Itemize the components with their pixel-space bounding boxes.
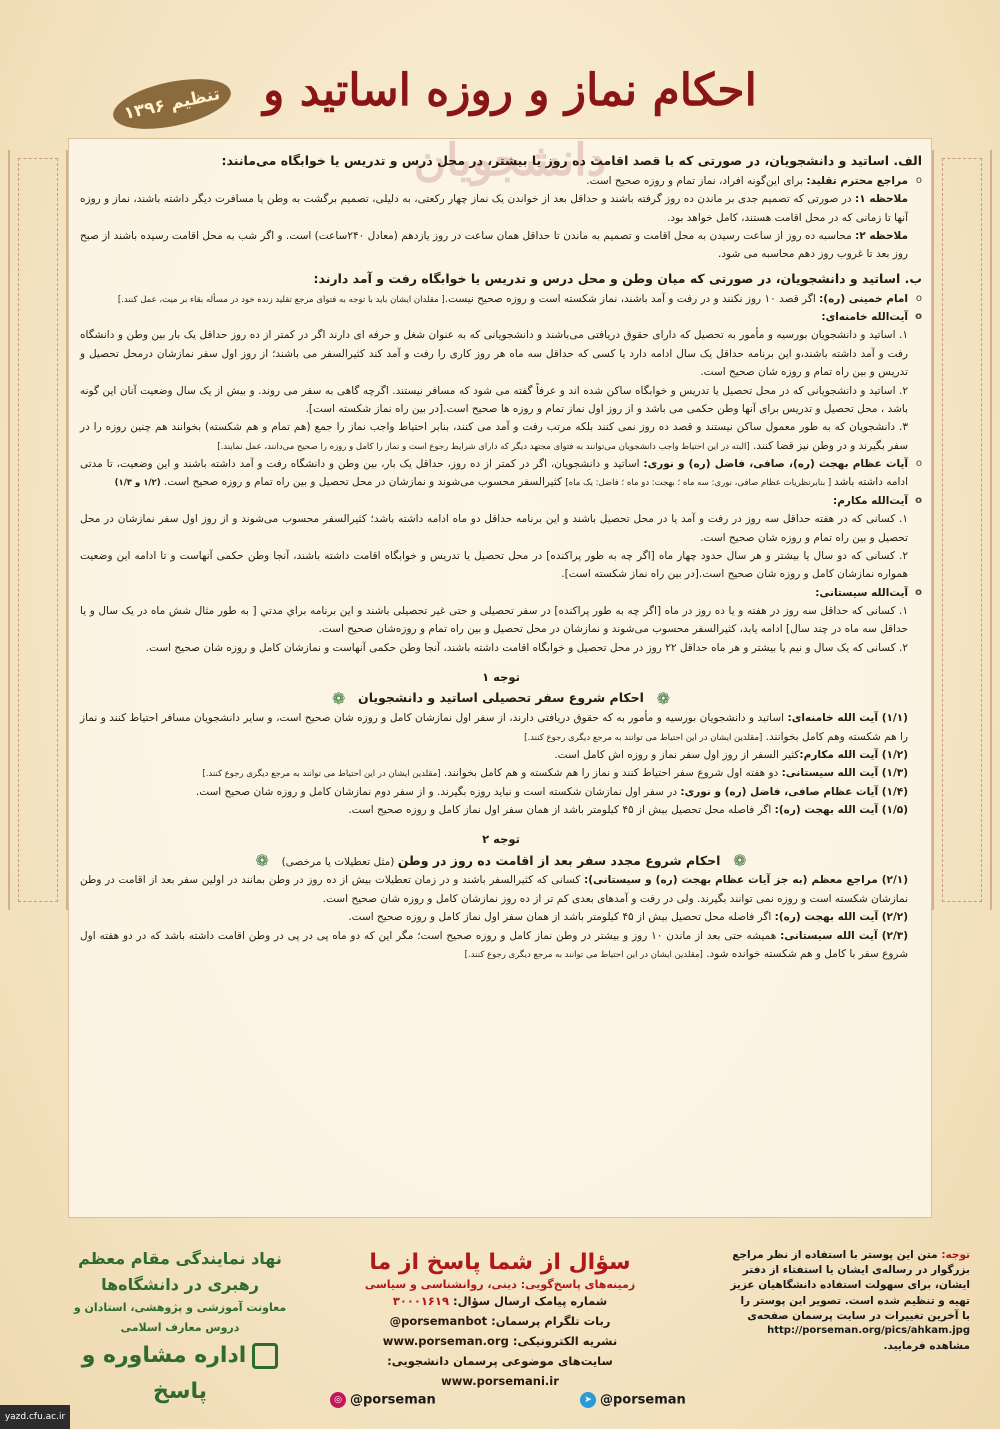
telegram-icon: ➤ xyxy=(580,1392,596,1408)
telegram-link[interactable] xyxy=(580,1392,686,1408)
label: (۲/۲) آیت الله بهجت (ره): xyxy=(774,911,908,924)
text: ۳. دانشجویان که به طور معمول ساکن نیستند و قصد ده روز نمی کنند بلکه مرتب رفت و آمد می کنند، بنابر احتیاط واجب نماز را جمع (هم تمام و هم شکسته) بخوانند هم چنین روزه را در سفر بگیرند و در وطن نیز قضا کنند. xyxy=(80,421,908,452)
sites-label: سایت‌های موضوعی پرسمان دانشجویی: xyxy=(387,1354,613,1368)
sistani-1: ۱. کسانی که حداقل سه روز در هفته و یا ده روز در ماه [اگر چه به طور پراکنده] در سفر تحصیلی و حتی غیر تحصیلی باشند و این برنامه براي مدتي [ به طور مثال شش ماه در یک سال و یا حداقل سه ماه در چند سال] ادامه یابد، کثیرالسفر محسوب می‌شوند و نمازشان در محل تحصیل و بین راه تمام و روزه‌شان صحیح است. xyxy=(80,605,908,636)
label: مراجع محترم تقلید: xyxy=(806,174,908,187)
left-border-ornament xyxy=(8,150,68,910)
text: اساتید و دانشجویان بورسیه و مأمور به که حقوق دریافتی دارند، از سفر اول نمازشان کامل و روزه شان صحیح است، و سایر دانشجویان مسافر احتیاط کنند و نماز را هم شکسته وهم کامل بخوانند. xyxy=(80,712,908,743)
org-logo-icon xyxy=(252,1343,278,1369)
footer-disclaimer xyxy=(730,1248,970,1354)
note-2-subtitle-small: (مثل تعطیلات یا مرخصی) xyxy=(281,855,398,868)
right-border-ornament xyxy=(932,150,992,910)
sms-number[interactable]: ۳۰۰۰۱۶۱۹ xyxy=(392,1294,449,1308)
note-1-subtitle-row xyxy=(80,687,922,709)
khomeini-item xyxy=(80,290,922,308)
makarem-label: o آیت‌الله مکارم: xyxy=(80,492,922,510)
label: (۲/۳) آیت الله سیستانی: xyxy=(780,929,908,942)
flower-ornament-icon: ❁ xyxy=(331,688,346,708)
flower-ornament-icon: ❁ xyxy=(733,851,747,870)
section-a-note-2 xyxy=(80,227,922,264)
label: (۱/۱) آیت الله خامنه‌ای: xyxy=(787,712,908,725)
label: (۲/۱) مراجع معظم (به جز آیات عظام بهجت (ره) و سیستانی): xyxy=(584,874,908,887)
note-2-rule xyxy=(80,927,922,964)
watermark: yazd.cfu.ac.ir xyxy=(0,1405,70,1429)
disclaimer-lead: توجه: xyxy=(941,1249,970,1261)
poster-title: احکام نماز و روزه اساتید و xyxy=(263,65,757,116)
section-b-heading: ب. اساتید و دانشجویان، در صورتی که میان وطن و محل درس و تدریس یا خوابگاه رفت و آمد دارند: xyxy=(313,270,922,286)
makarem-1: ۱. کسانی که در هفته حداقل سه روز در رفت و آمد یا در محل تحصیل باشند و این برنامه حداقل دو ماه ادامه داشته باشد؛ کثیرالسفر محسوب می‌شوند و از روز اول سفر نمازشان در محل تحصیل و بین راه تمام و روزه شان صحیح است. xyxy=(80,513,908,544)
sistani-2: ۲. کسانی که یک سال و نیم یا بیشتر و هر ماه حداقل ۲۲ روز در محل تحصیل و خوابگاه اقامت داشته باشند، آنجا وطن حکمی آنهاست و نمازشان کامل و روزه شان صحیح است. xyxy=(145,641,908,654)
org-line-1: نهاد نمایندگی مقام معظم رهبری در دانشگاه‌ها xyxy=(78,1249,282,1294)
contact-slogan: سؤال از شما پاسخ از ما xyxy=(369,1250,631,1275)
footer-contact xyxy=(330,1248,670,1391)
disclaimer-text: متن این پوستر با استفاده از نظر مراجع بزرگوار در رساله‌ی ایشان یا استفتاء از دفتر ایشان، برای سهولت استفاده دانشگاهیان عزیز تهیه و تنظیم شده است. تصویر این پوستر را با آخرین تغییرات در سایت پرسمان صفحه‌ی xyxy=(730,1249,970,1322)
bot-handle-link[interactable]: @porsemanbot xyxy=(389,1314,488,1328)
makarem-2: ۲. کسانی که دو سال یا بیشتر و هر سال حدود چهار ماه [اگر چه به طور پراکنده] در محل تحصیل یا تدریس و خوابگاه اقامت داشته باشند، آنجا وطن حکمی آنهاست و تا ادامه این وضعیت همواره نمازشان کامل و روزه شان صحیح است.[در بین راه نماز شکسته است]. xyxy=(80,549,908,581)
text: کسانی که کثیرالسفر باشند و در زمان تعطیلات بیش از ده روز در وطن بمانند در اولین سفر بعد از اقامت در وطن نمازشان شکسته است و روزه نمی توانند بگیرند. ولی در رفت و آمدهای بعدی کم تر از ده روز نمازشان کامل و روزه شان صحیح است. xyxy=(80,874,908,905)
content xyxy=(80,146,922,963)
note-2-title: توجه ۲ xyxy=(482,832,520,847)
flower-ornament-icon: ❁ xyxy=(656,688,671,708)
text: همیشه حتی بعد از ماندن ۱۰ روز و بیشتر در وطن نماز کامل و روزه صحیح است؛ مگر این که دو ماه پی در پی در وطن اقامت داشته باشد که در دو هفته اول شروع سفر با کامل و هم شکسته خوانده شود. xyxy=(80,929,908,960)
label: امام خمینی (ره): xyxy=(819,292,908,305)
label: (۱/۲) آیت الله مکارم: xyxy=(799,748,908,761)
contact-topics: زمینه‌های پاسخ‌گویی: دینی، روانشناسی و سیاسی xyxy=(364,1278,636,1291)
flower-ornament-icon: ❁ xyxy=(255,851,269,870)
note-2-rule xyxy=(80,871,922,908)
instagram-icon: ◎ xyxy=(330,1392,346,1408)
instagram-link[interactable] xyxy=(330,1392,436,1408)
section-a-item xyxy=(80,172,922,190)
poster-url-link[interactable]: http://porseman.org/pics/ahkam.jpg xyxy=(767,1325,970,1337)
text: در سفر اول نمازشان شکسته است و نباید روزه بگیرند. و از سفر دوم نمازشان کامل و روزه شان صحیح است. xyxy=(195,785,681,798)
mag-row xyxy=(330,1331,670,1351)
tail: کثیرالسفر محسوب می‌شوند و نمازشان در محل تحصیل و بین راه تمام و روزه صحیح است. xyxy=(163,476,566,489)
note: [مقلدین ایشان در این احتیاط می توانند به مرجع دیگری رجوع کنند.] xyxy=(464,949,703,960)
text: کثیر السفر از روز اول سفر نماز و روزه اش کامل است. xyxy=(554,748,800,761)
text: اگر قصد ۱۰ روز نکنند و در رفت و آمد باشند، نماز شکسته است و روزه صحیح نیست. xyxy=(444,292,820,305)
text: در صورتی که تصمیم جدی بر ماندن ده روز گرفته باشند و حداقل بعد از خواندن یک نماز چهار رکعتی، به دلیلی، تصمیم برگشت به وطن یا مسافرت دیگر داشته باشند، نماز و روزه آنها تا زمانی که در محل اقامت هستند، کامل خواهد بود. xyxy=(80,193,908,224)
khamenei-3 xyxy=(80,418,922,455)
text: محاسبه ده روز از ساعت رسیدن به محل اقامت و تصمیم به ماندن تا حداقل همان ساعت در روز یازدهم (معادل ۲۴۰ساعت) است. و اگر شب به محل اقامت رسیده باشند از صبح روز بعد تا غروب روز دهم محاسبه می شود. xyxy=(80,230,908,261)
note-1-rule xyxy=(80,783,922,801)
label: (۱/۵) آیت الله بهجت (ره): xyxy=(774,804,908,816)
label: ملاحظه ۱: xyxy=(854,193,908,206)
org-line-3 xyxy=(60,1338,300,1410)
text: دو هفته اول شروع سفر احتیاط کنند و نماز را هم شکسته و هم کامل بخوانند. xyxy=(443,767,782,780)
note-1-title: توجه ۱ xyxy=(482,670,520,685)
text: اگر فاصله محل تحصیل بیش از ۴۵ کیلومتر باشد از همان سفر اول نماز کامل و روزه صحیح است. xyxy=(348,804,775,816)
bot-row xyxy=(330,1311,670,1331)
section-a-heading: الف. اساتید و دانشجویان، در صورتی که با قصد اقامت ده روز یا بیشتر، در محل درس و تدریس یا خوابگاه می‌مانند: xyxy=(221,153,922,168)
telegram-handle: @porseman xyxy=(600,1392,686,1408)
note: [ مقلدان ایشان باید با توجه به فتوای مرجع تقلید زنده خود در مسأله بقاء بر میت، عمل کنند.] xyxy=(117,294,445,305)
note: [مقلدین ایشان در این احتیاط می توانند به مرجع دیگری رجوع کنند.] xyxy=(202,769,441,780)
org-line-2: معاونت آموزشی و پژوهشی، استادان و دروس معارف اسلامی xyxy=(73,1301,287,1334)
text: اگر فاصله محل تحصیل بیش از ۴۵ کیلومتر باشد از همان سفر اول نماز کامل و روزه صحیح است. xyxy=(348,911,775,924)
sites-link[interactable]: www.porsemani.ir xyxy=(441,1374,559,1388)
text: برای این‌گونه افراد، نماز تمام و روزه صحیح است. xyxy=(586,174,807,187)
note-2-rule xyxy=(80,908,922,926)
note: [ بنابرنظریات عظام صافی، نوری: سه ماه ؛ بهجت: دو ماه ؛ فاضل: یک ماه] xyxy=(565,478,834,489)
label: (۱/۳) آیت الله سیستانی: xyxy=(781,767,908,780)
label: آیات عظام بهجت (ره)، صافی، فاضل (ره) و نوری: xyxy=(643,458,908,470)
footer xyxy=(0,1232,1000,1429)
footer-organization xyxy=(60,1246,300,1410)
note-2-subtitle-row xyxy=(80,850,922,872)
ref: (۱/۲ و ۱/۳) xyxy=(114,478,161,489)
note: [البته در این احتیاط واجب دانشجویان می‌توانند به فتوای مجتهد دیگر که دارای شرایط رجوع است و نماز را کامل و روزه را صحیح می‌دانند، عمل نمایند.] xyxy=(217,441,750,452)
note-1-rule xyxy=(80,764,922,782)
note: [مقلدین ایشان در این احتیاط می توانند به مرجع دیگری رجوع کنند.] xyxy=(524,732,763,743)
sms-label: شماره پیامک ارسال سؤال: xyxy=(452,1294,608,1308)
bot-label: ربات تلگرام پرسمان: xyxy=(491,1314,611,1328)
instagram-handle: @porseman xyxy=(350,1392,436,1408)
note-2-subtitle: احکام شروع مجدد سفر بعد از اقامت ده روز در وطن xyxy=(397,852,721,868)
khamenei-2: ۲. اساتید و دانشجویانی که در محل تحصیل یا تدریس و خوابگاه ساکن شده اند و عرفاً گفته می شود که مسافر نیستند. اگرچه گاهی به سفر می روند. و بیش از یک سال وضعیت آنان این گونه باشد ، محل تحصیل و تدریس برای آنها وطن حکمی می باشد و از روز اول نماز تمام و روزه ها صحیح است.[در بین راه نماز شکسته است]. xyxy=(80,384,908,415)
sites-row xyxy=(330,1351,670,1391)
disclaimer-tail: مشاهده فرمایید. xyxy=(883,1339,970,1352)
note-1-rule xyxy=(80,801,922,819)
sms-row xyxy=(330,1291,670,1311)
org-name: اداره مشاوره و پاسخ xyxy=(81,1343,247,1404)
others-item xyxy=(80,455,922,492)
sistani-label: o آیت‌الله سیستانی: xyxy=(80,584,922,602)
note-1-rule xyxy=(80,709,922,746)
mag-link[interactable]: www.porseman.org xyxy=(382,1334,509,1348)
note-1-subtitle: احکام شروع سفر تحصیلی اساتید و دانشجویان xyxy=(358,690,644,706)
year-badge: تنظیم ۱۳۹۶ xyxy=(109,70,236,138)
khamenei-1: ۱. اساتید و دانشجویان بورسیه و مأمور به تحصیل که دارای حقوق دریافتی می‌باشند و دانشجویانی که به عنوان شغل و حرفه ای دارند اگر در کمتر از ده روز حداقل یک بار بین وطن و دانشگاه رفت و آمد داشته باشند،و این برنامه حداقل یک سال ادامه دارد یا کسی که حداقل سه ماه هر روز کاری را رفت و آمد کند کثیرالسفر می باشند؛ از روز اول سفر نمازشان درمحل تحصیل و تدریس و بین راه تمام و روزه شان صحیح است. xyxy=(80,329,908,379)
text: اساتید و دانشجویان، اگر در کمتر از ده روز، حداقل یک بار، بین وطن و دانشگاه رفت و آمد داشته باشند و این وضعیت، تا مدتی ادامه داشته باشد xyxy=(80,458,908,489)
section-a-note-1 xyxy=(80,190,922,227)
label: ملاحظه ۲: xyxy=(855,230,908,242)
note-1-rule xyxy=(80,746,922,764)
mag-label: نشریه الکترونیکی: xyxy=(512,1334,618,1348)
khamenei-label: o آیت‌الله خامنه‌ای: xyxy=(80,308,922,326)
label: (۱/۴) آیات عظام صافی، فاضل (ره) و نوری: xyxy=(680,785,908,798)
